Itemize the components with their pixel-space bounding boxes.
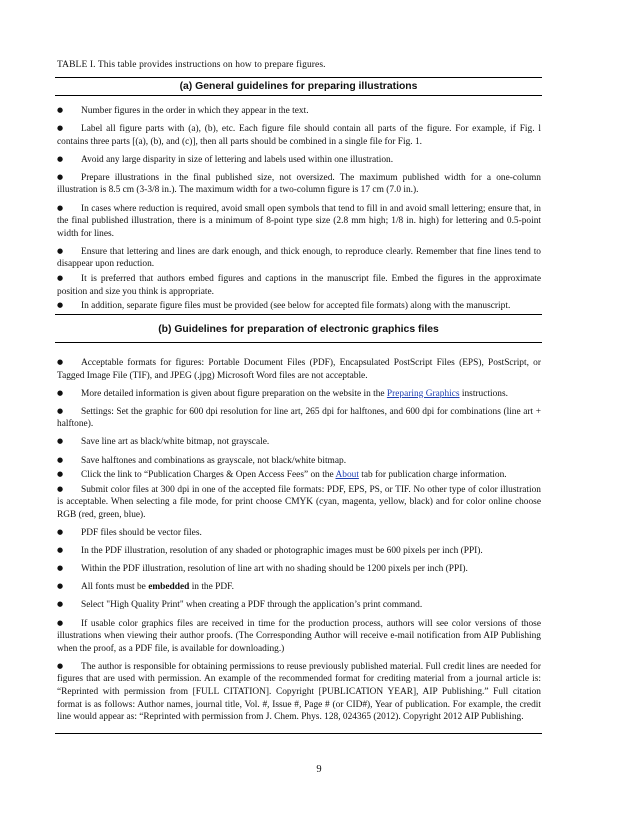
bullet-icon: ● bbox=[57, 600, 64, 609]
list-item: ● Save halftones and combinations as grayscale, not black/white bitmap. bbox=[57, 455, 347, 466]
bullet-icon: ● bbox=[57, 246, 64, 255]
bullet-icon: ● bbox=[57, 124, 64, 133]
list-item: ● Label all figure parts with (a), (b), etc. Each figure file should contain all parts of the figure. For example, if Fig. l contains three parts [(a), (b), and (c)], then all parts should be combined in a single file for Fig. 1. bbox=[57, 124, 541, 147]
list-item: ● Acceptable formats for figures: Portable Document Files (PDF), Encapsulated PostScript Files (EPS), PostScript, or Tagged Image File (TIF), and JPEG (.jpg) Microsoft Word files are not acceptable. bbox=[57, 358, 541, 381]
bullet-icon: ● bbox=[57, 484, 64, 493]
list-item: ● More detailed information is given about figure preparation on the website in the Preparing Graphics instructions. bbox=[57, 388, 508, 399]
list-item: ● Avoid any large disparity in size of lettering and labels used within one illustration. bbox=[57, 154, 394, 165]
section-a-rule bbox=[55, 95, 542, 96]
bullet-icon: ● bbox=[57, 528, 64, 537]
bullet-icon: ● bbox=[57, 172, 64, 181]
bullet-icon: ● bbox=[57, 582, 64, 591]
bullet-icon: ● bbox=[57, 388, 64, 397]
bullet-icon: ● bbox=[57, 106, 64, 114]
list-item: ● In addition, separate figure files must be provided (see below for accepted file formats) along with the manuscript. bbox=[57, 301, 511, 312]
list-item: ● If usable color graphics files are received in time for the production process, authors will see color versions of those illustrations when viewing their author proofs. (The Corresponding Author will receive e-mail notification from AIP Publishing when the proof, as a PDF file, is available for downloading.) bbox=[57, 618, 541, 654]
list-item: ● Save line art as black/white bitmap, not grayscale. bbox=[57, 437, 270, 448]
list-item: ● Within the PDF illustration, resolution of line art with no shading should be 1200 pixels per inch (PPI). bbox=[57, 564, 468, 575]
list-item: ● Ensure that lettering and lines are dark enough, and thick enough, to reproduce clearly. Remember that fine lines tend to disappear upon reduction. bbox=[57, 246, 541, 270]
table-caption: TABLE I. This table provides instructions on how to prepare figures. bbox=[57, 60, 326, 70]
bullet-icon: ● bbox=[57, 358, 64, 366]
page-number: 9 bbox=[316, 764, 322, 775]
bullet-icon: ● bbox=[57, 406, 64, 415]
section-a-heading: (a) General guidelines for preparing illustrations bbox=[179, 81, 418, 92]
bullet-icon: ● bbox=[57, 274, 64, 283]
section-b-heading: (b) Guidelines for preparation of electronic graphics files bbox=[158, 324, 439, 335]
list-item: ● PDF files should be vector files. bbox=[57, 528, 202, 539]
list-item: ● Prepare illustrations in the final published size, not oversized. The maximum published width for a one-column illustration is 8.5 cm (3-3/8 in.). The maximum width for a two-column figure is 17 cm (7.0 in.). bbox=[57, 172, 541, 196]
bullet-icon: ● bbox=[57, 564, 64, 573]
list-item: ● It is preferred that authors embed figures and captions in the manuscript file. Embed the figures in the approximate position and size you think is appropriate. bbox=[57, 274, 541, 297]
bullet-icon: ● bbox=[57, 301, 64, 310]
list-item: ● All fonts must be embedded in the PDF. bbox=[57, 582, 234, 593]
section-a-list bbox=[57, 104, 541, 317]
list-item: ● Submit color files at 300 dpi in one of the accepted file formats: PDF, EPS, PS, or TIF. No other type of color illustration is acceptable. When selecting a file mode, for print choose CMYK (cyan, magenta, yellow, black) and for color online choose RGB (red, green, blue). bbox=[57, 484, 541, 520]
bullet-icon: ● bbox=[57, 455, 64, 464]
section-b-list bbox=[57, 356, 541, 728]
section-b-top-rule bbox=[55, 314, 542, 315]
list-item: ● Number figures in the order in which they appear in the text. bbox=[57, 106, 309, 116]
bullet-icon: ● bbox=[57, 546, 64, 555]
list-item: ● In cases where reduction is required, avoid small open symbols that tend to fill in and avoid small lettering; ensure that, in the final published illustration, there is a minimum of 8-point type size (2.8 mm high; 1/8 in. high) for lettering and 0.5-point width for lines. bbox=[57, 203, 541, 239]
list-item: ● In the PDF illustration, resolution of any shaded or photographic images must be 600 pixels per inch (PPI). bbox=[57, 546, 483, 557]
preparing-graphics-link[interactable]: Preparing Graphics bbox=[386, 388, 460, 399]
bullet-icon: ● bbox=[57, 661, 64, 670]
about-link[interactable]: About bbox=[335, 470, 359, 481]
bullet-icon: ● bbox=[57, 203, 64, 212]
bullet-icon: ● bbox=[57, 470, 64, 479]
bullet-icon: ● bbox=[57, 618, 64, 627]
table-bottom-rule bbox=[55, 733, 542, 734]
table-top-rule bbox=[55, 77, 542, 78]
list-item: ● Select "High Quality Print" when creating a PDF through the application’s print command. bbox=[57, 600, 423, 611]
section-b-rule bbox=[55, 342, 542, 343]
bullet-icon: ● bbox=[57, 437, 64, 446]
list-item: ● Settings: Set the graphic for 600 dpi resolution for line art, 265 dpi for halftones, and 600 dpi for combinations (line art + halftone). bbox=[57, 406, 541, 430]
list-item: ● The author is responsible for obtaining permissions to reuse previously published material. Full credit lines are needed for figures that are used with permission. An example of the recommended format for crediting material from a journal article is: “Reprinted with permission from [FULL CITATION]. Copyright [PUBLICATION YEAR], AIP Publishing.” Full citation format is as follows: Author names, journal title, Vol. #, Issue #, Page # (or CID#), Year of publication. For example, the credit line would appear as: “Reprinted with permission from J. Chem. Phys. 128, 024365 (2012). Copyright 2012 AIP Publishing. bbox=[57, 661, 541, 723]
list-item: ● Click the link to “Publication Charges & Open Access Fees” on the About tab for publication charge information. bbox=[57, 470, 507, 481]
bullet-icon: ● bbox=[57, 154, 64, 163]
